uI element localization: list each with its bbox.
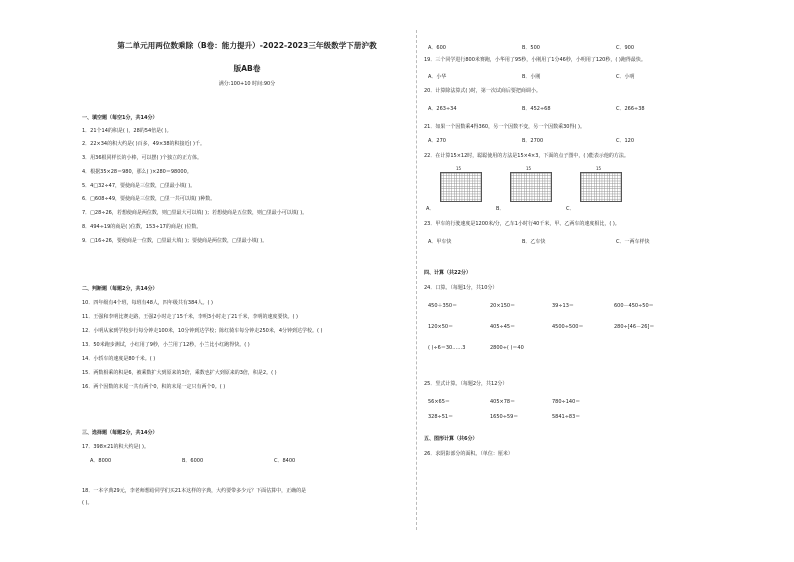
oral-calc: 280÷[46－26]＝ bbox=[614, 324, 655, 330]
question-line: 1．21个14的积是( )，28的54倍是( )。 bbox=[82, 128, 172, 134]
oral-calc: 450＋350＝ bbox=[428, 303, 458, 309]
vertical-calc: 5841÷83＝ bbox=[552, 414, 581, 420]
question-line: 25．竖式计算。（每题2分，共12分） bbox=[424, 381, 508, 387]
exam-meta: 满分:100+10 时间:90分 bbox=[218, 81, 276, 87]
question-line: 8．494÷19的商是( )位数，153÷17的商是( )位数。 bbox=[82, 224, 202, 230]
question-line: 16．两个因数的末尾一共有两个0，积的末尾一定只有两个0。( ) bbox=[82, 384, 226, 390]
oral-calc: ( )÷6＝30……3 bbox=[428, 345, 466, 351]
question-line: 21．如果一个因数乘4得360，另一个因数不变，另一个因数乘30得( )。 bbox=[424, 124, 585, 130]
vertical-calc: 405×78＝ bbox=[490, 399, 516, 405]
answer-option: C． bbox=[566, 206, 575, 212]
answer-option: B．2700 bbox=[522, 138, 544, 144]
section-heading: 四、计算（共22分） bbox=[424, 270, 471, 276]
answer-option: B．乙车快 bbox=[522, 239, 546, 245]
answer-option: A．263÷34 bbox=[428, 106, 457, 112]
question-line: 23．甲车的行驶速度是1200米/分，乙车1小时行40千米，甲、乙两车的速度相比，( )。 bbox=[424, 221, 620, 227]
question-line: 20．计算除法算式( )时，第一次试商后要把商调小。 bbox=[424, 88, 541, 94]
question-line: ( )。 bbox=[82, 500, 93, 506]
answer-option: A．甲车快 bbox=[428, 239, 452, 245]
answer-option: C．一两车样快 bbox=[616, 239, 650, 245]
dot-grid bbox=[580, 172, 622, 202]
answer-option: B．452÷68 bbox=[522, 106, 551, 112]
page-title-line2: 版AB卷 bbox=[233, 64, 261, 73]
answer-option: B．小刚 bbox=[522, 74, 541, 80]
question-line: 15．两数相乘的积是6，被乘数扩大到原来的3倍，乘数也扩大到原来的3倍，积是2。( ) bbox=[82, 370, 277, 376]
oral-calc: 600－450÷50＝ bbox=[614, 303, 654, 309]
answer-option: B． bbox=[496, 206, 505, 212]
vertical-calc: 328÷51＝ bbox=[428, 414, 454, 420]
question-line: 5．4□32÷47，要使商是三位数，□里最小填( )。 bbox=[82, 183, 196, 189]
oral-calc: 2800÷( )＝40 bbox=[490, 345, 524, 351]
question-line: 12．小明从家到学校步行每分钟走100米，10分钟到达学校；陈红骑车每分钟走250米，4分钟到达学校。( ) bbox=[82, 328, 323, 334]
dot-grid bbox=[510, 172, 552, 202]
answer-option: A． bbox=[426, 206, 435, 212]
oral-calc: 39÷13＝ bbox=[552, 303, 574, 309]
question-line: 22．在计算15×12时，聪聪使用的方法是15×4×3，下面的点子图中，( )能表示他的方法。 bbox=[424, 153, 629, 159]
question-line: 13．50米跑步测试，小红用了9秒，小兰用了12秒，小兰比小红跑得快。( ) bbox=[82, 342, 250, 348]
page-title-line1: 第二单元用两位数乘除（B卷：能力提升）-2022-2023三年级数学下册沪教 bbox=[117, 41, 377, 50]
vertical-calc: 56×65＝ bbox=[428, 399, 450, 405]
column-divider bbox=[416, 30, 417, 530]
answer-option: C．120 bbox=[616, 138, 635, 144]
question-line: 24．口算。（每题1分，共10分） bbox=[424, 285, 498, 291]
answer-option: C．266÷38 bbox=[616, 106, 645, 112]
question-line: 14．小轿车的速度是80千米。( ) bbox=[82, 356, 156, 362]
grid-label: 15 bbox=[526, 166, 532, 171]
answer-option: A．600 bbox=[428, 45, 446, 51]
grid-label: 15 bbox=[456, 166, 462, 171]
answer-option: C．8400 bbox=[274, 458, 296, 464]
question-line: 17．398×21的积大约是( )。 bbox=[82, 444, 149, 450]
question-line: 10．四年级有4个班，每班有48人，四年级共有384人。( ) bbox=[82, 300, 213, 306]
question-line: 11．王强和李明比赛走路，王强2小时走了15千米，李明3小时走了21千米，李明的速度要快。( ) bbox=[82, 314, 298, 320]
question-line: 9．□16÷26，要使商是一位数，□里最大填( )；要使商是两位数，□里最小填( )。 bbox=[82, 238, 268, 244]
answer-option: B．500 bbox=[522, 45, 540, 51]
section-heading: 五、图形计算（共6分） bbox=[424, 436, 478, 442]
oral-calc: 405÷45＝ bbox=[490, 324, 516, 330]
answer-option: C．900 bbox=[616, 45, 635, 51]
question-line: 6．□608÷49，要使商是三位数，□里一共可以填( )种数。 bbox=[82, 196, 216, 202]
answer-option: B．6000 bbox=[182, 458, 204, 464]
question-line: 26．求阴影部分的面积。（单位：厘米） bbox=[424, 451, 513, 457]
section-heading: 二、判断题（每题2分，共14分） bbox=[82, 286, 158, 292]
answer-option: A．270 bbox=[428, 138, 446, 144]
question-line: 4．根据35×28＝980，那么( )×280＝98000。 bbox=[82, 169, 192, 175]
oral-calc: 120×50＝ bbox=[428, 324, 454, 330]
question-line: 18．一本字典29元，李老师想给同学们买21本这样的字典，大约要带多少元？下面估算中，正确的是 bbox=[82, 488, 307, 494]
oral-calc: 4500÷500＝ bbox=[552, 324, 584, 330]
oral-calc: 20×150＝ bbox=[490, 303, 516, 309]
section-heading: 三、选择题（每题2分，共14分） bbox=[82, 430, 158, 436]
question-line: 19．三个同学进行800米赛跑，小华用了95秒，小刚用了1分46秒，小明用了120秒，( )跑得最快。 bbox=[424, 57, 646, 63]
question-line: 3．用36根同样长的小棒，可以摆( )个独立的正方体。 bbox=[82, 155, 203, 161]
vertical-calc: 780÷140＝ bbox=[552, 399, 581, 405]
grid-label: 15 bbox=[596, 166, 602, 171]
answer-option: C．小明 bbox=[616, 74, 635, 80]
section-heading: 一、填空题（每空1分，共14分） bbox=[82, 115, 158, 121]
answer-option: A．小华 bbox=[428, 74, 447, 80]
vertical-calc: 1650÷59＝ bbox=[490, 414, 519, 420]
answer-option: A．8000 bbox=[90, 458, 112, 464]
question-line: 7．□28÷26，若想使商是两位数，则□里最大可以填( )；若想使商是五位数，则□里最小可以填( )。 bbox=[82, 210, 308, 216]
dot-grid bbox=[440, 172, 482, 202]
question-line: 2．22×34的积大约是( )百多，49×38的积接近( )千。 bbox=[82, 141, 205, 147]
